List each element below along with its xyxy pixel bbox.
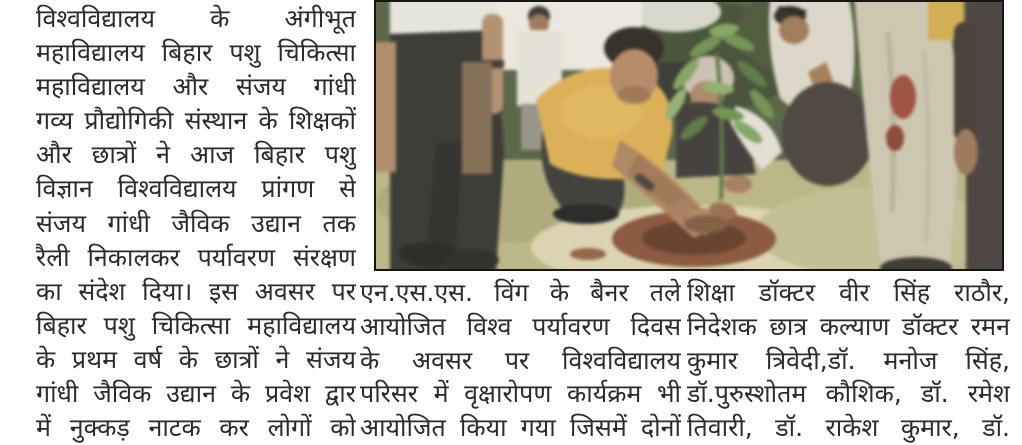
text-line: रैली निकालकर पर्यावरण संरक्षण xyxy=(36,242,356,272)
text-line: बिहार पशु चिकित्सा महाविद्यालय xyxy=(36,310,356,340)
text-line: तिवारी, डॉ. राकेश कुमार, डॉ. xyxy=(687,413,1010,443)
text-line: गव्य प्रौद्योगिकी संस्थान के शिक्षकों xyxy=(36,106,356,136)
text-line: विज्ञान विश्वविद्यालय प्रांगण से xyxy=(36,174,356,204)
text-line: आयोजित विश्व पर्यावरण दिवस xyxy=(360,311,681,341)
text-line: निदेशक छात्र कल्याण डॉक्टर रमन xyxy=(687,311,1010,341)
text-line: के प्रथम वर्ष के छात्रों ने संजय xyxy=(36,344,356,374)
article-column-middle xyxy=(360,276,681,445)
text-line: महाविद्यालय बिहार पशु चिकित्सा xyxy=(36,38,356,68)
article-photo xyxy=(374,0,1004,271)
text-line: गांधी जैविक उद्यान के प्रवेश द्वार xyxy=(36,379,356,409)
text-line: में नुक्कड़ नाटक कर लोगों को xyxy=(36,413,356,443)
article-column-right xyxy=(687,276,1010,445)
text-line: शिक्षा डॉक्टर वीर सिंह राठौर, xyxy=(687,278,1010,307)
text-line: का संदेश दिया। इस अवसर पर xyxy=(36,276,356,306)
text-line: आयोजित किया गया जिसमें दोनों xyxy=(360,413,681,443)
tree-planting-photo-illustration xyxy=(374,0,1004,271)
text-line: एन.एस.एस. विंग के बैनर तले xyxy=(360,278,681,307)
text-line: संजय गांधी जैविक उद्यान तक xyxy=(36,208,356,238)
text-line: परिसर में वृक्षारोपण कार्यक्रम भी xyxy=(360,379,681,409)
text-line: कुमार त्रिवेदी,डॉ. मनोज सिंह, xyxy=(687,345,1010,375)
article-column-left xyxy=(36,2,356,445)
text-line: महाविद्यालय और संजय गांधी xyxy=(36,72,356,102)
text-line: डॉ.पुरुस्शोतम कौशिक, डॉ. रमेश xyxy=(687,379,1010,409)
text-line: के अवसर पर विश्वविद्यालय xyxy=(360,345,681,375)
text-line: विश्वविद्यालय के अंगीभूत xyxy=(36,4,356,33)
text-line: और छात्रों ने आज बिहार पशु xyxy=(36,140,356,170)
